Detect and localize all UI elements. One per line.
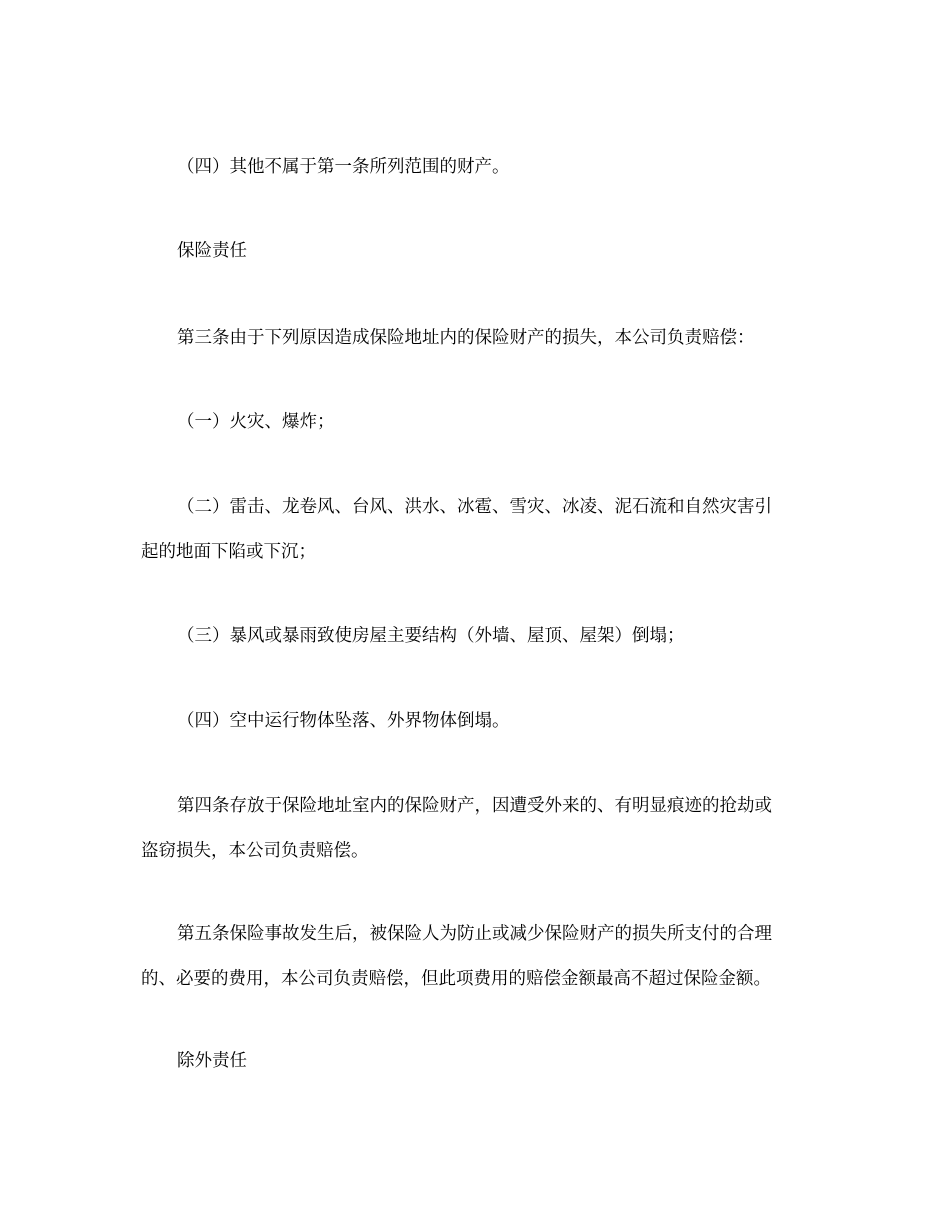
text-line: 盗窃损失，本公司负责赔偿。 <box>141 841 369 861</box>
text-line: 除外责任 <box>177 1051 247 1071</box>
section-heading-exclusions <box>141 1039 813 1084</box>
item-falling-objects <box>141 699 813 744</box>
text-line: 第三条由于下列原因造成保险地址内的保险财产的损失，本公司负责赔偿： <box>177 328 755 348</box>
section-heading-liability <box>141 229 813 274</box>
article-4 <box>141 784 813 874</box>
item-fire-explosion <box>141 400 813 445</box>
item-storm-collapse <box>141 614 813 659</box>
text-line: 第五条保险事故发生后，被保险人为防止或减少保险财产的损失所支付的合理 <box>177 924 772 944</box>
article-3 <box>141 316 813 361</box>
text-line: 保险责任 <box>177 241 247 261</box>
text-line: （四）其他不属于第一条所列范围的财产。 <box>177 157 510 177</box>
text-line: 的、必要的费用，本公司负责赔偿，但此项费用的赔偿金额最高不超过保险金额。 <box>141 969 771 989</box>
text-line: （三）暴风或暴雨致使房屋主要结构（外墙、屋顶、屋架）倒塌； <box>177 626 685 646</box>
text-line: （四）空中运行物体坠落、外界物体倒塌。 <box>177 711 510 731</box>
text-line: 第四条存放于保险地址室内的保险财产，因遭受外来的、有明显痕迹的抢劫或 <box>177 796 772 816</box>
item-natural-disasters <box>141 485 813 575</box>
article-5 <box>141 912 813 1002</box>
paragraph-other-property <box>141 145 813 190</box>
text-line: 起的地面下陷或下沉； <box>141 542 316 562</box>
text-line: （一）火灾、爆炸； <box>177 412 335 432</box>
text-line: （二）雷击、龙卷风、台风、洪水、冰雹、雪灾、冰凌、泥石流和自然灾害引 <box>177 497 772 517</box>
